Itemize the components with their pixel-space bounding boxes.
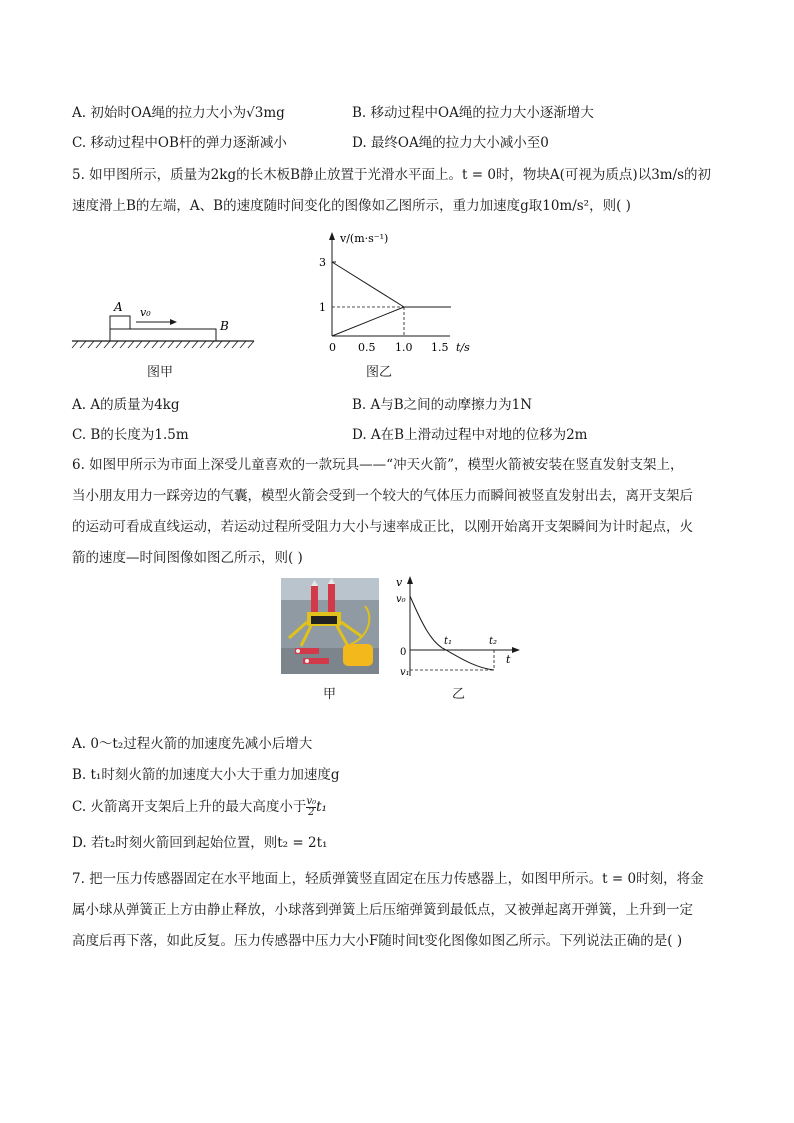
q6-option-c-fraction: [306, 797, 316, 818]
q6-option-a: A. 0～t₂过程火箭的加速度先减小后增大: [72, 736, 313, 752]
x-axis-arrow: [512, 647, 520, 653]
q6-option-d: D. 若t₂时刻火箭回到起始位置，则t₂ = 2t₁: [72, 835, 328, 851]
q6-figure-yi-caption: 乙: [452, 687, 466, 702]
v-t-curve: [410, 596, 494, 670]
x-tick-label-15: 1.5: [431, 341, 449, 354]
q6-stem-line3: 的运动可看成直线运动，若运动过程所受阻力大小与速率成正比，以刚开始离开支架瞬间为计时起点，火: [72, 519, 693, 535]
q5-stem-line2: 速度滑上B的左端，A、B的速度随时间变化的图像如乙图所示，重力加速度g取10m/s²，则( ): [72, 198, 631, 214]
x-label: t: [506, 653, 511, 666]
y-label: v/(m·s⁻¹): [340, 232, 389, 245]
ground-hatch: [72, 341, 254, 348]
q6-figure-yi: [388, 572, 523, 682]
q6-option-c-tail: t₁: [316, 799, 327, 815]
y-tick-label-1: 1: [319, 301, 326, 314]
line-a: [332, 262, 404, 307]
q5-option-c: C. B的长度为1.5m: [72, 427, 189, 443]
velocity-arrowhead: [170, 319, 177, 325]
q5-figure-yi: [310, 228, 500, 358]
line-b: [332, 307, 404, 336]
label-v0: v₀: [140, 306, 151, 319]
q4-option-a: A. 初始时OA绳的拉力大小为√3mg: [72, 105, 285, 121]
q6-figure-jia-caption: 甲: [323, 687, 337, 702]
q6-option-c-text: C. 火箭离开支架后上升的最大高度小于: [72, 799, 307, 815]
fraction-denominator: 2: [308, 807, 315, 818]
q5-option-d: D. A在B上滑动过程中对地的位移为2m: [352, 427, 588, 443]
q4-option-b: B. 移动过程中OA绳的拉力大小逐渐增大: [352, 105, 594, 121]
q5-figure-jia-caption: 图甲: [147, 365, 174, 380]
fraction-numerator: v₀: [306, 796, 317, 807]
q7-stem-line2: 属小球从弹簧正上方由静止释放，小球落到弹簧上后压缩弹簧到最低点，又被弹起离开弹簧，上升到一定: [72, 902, 693, 918]
y-axis-arrow: [407, 576, 413, 584]
toy-rocket-illustration: [281, 578, 379, 674]
v0-label: v₀: [396, 594, 406, 605]
x-tick-label-05: 0.5: [358, 341, 376, 354]
x-label: t/s: [456, 341, 470, 354]
board-b: [110, 329, 216, 341]
q6-option-b: B. t₁时刻火箭的加速度大小大于重力加速度g: [72, 767, 340, 783]
q6-stem-line1: 6. 如图甲所示为市面上深受儿童喜欢的一款玩具——“冲天火箭”，模型火箭被安装在竖直发射支架上，: [72, 457, 684, 473]
block-a: [110, 316, 130, 329]
t1-label: t₁: [444, 636, 453, 647]
v1-label: v₁: [400, 667, 410, 678]
toy-rocket-photo: [281, 578, 379, 674]
q6-stem-line4: 箭的速度—时间图像如图乙所示，则( ): [72, 550, 303, 566]
q5-option-a: A. A的质量为4kg: [72, 397, 180, 413]
q7-stem-line1: 7. 把一压力传感器固定在水平地面上，轻质弹簧竖直固定在压力传感器上，如图甲所示。t = 0时刻，将金: [72, 871, 704, 887]
origin-label: 0: [400, 647, 407, 658]
q4-option-c: C. 移动过程中OB杆的弹力逐渐减小: [72, 135, 287, 151]
q5-option-b: B. A与B之间的动摩擦力为1N: [352, 397, 533, 413]
q7-stem-line3: 高度后再下落，如此反复。压力传感器中压力大小F随时间t变化图像如图乙所示。下列说法正确的是( ): [72, 933, 683, 949]
q5-stem-line1: 5. 如甲图所示，质量为2kg的长木板B静止放置于光滑水平面上。t = 0时，物块A(可视为质点)以3m/s的初: [72, 167, 712, 183]
q5-figure-jia: [70, 296, 260, 356]
label-b: B: [220, 319, 229, 333]
q6-stem-line2: 当小朋友用力一踩旁边的气囊，模型火箭会受到一个较大的气体压力而瞬间被竖直发射出去，离开支架后: [72, 488, 693, 504]
x-tick-label-0: 0: [329, 341, 336, 354]
y-label: v: [396, 576, 403, 589]
y-tick-label-3: 3: [319, 256, 326, 269]
y-axis-arrow: [329, 232, 335, 240]
t2-label: t₂: [489, 636, 498, 647]
x-tick-label-10: 1.0: [395, 341, 413, 354]
q6-option-c: [72, 797, 327, 818]
q4-option-d: D. 最终OA绳的拉力大小减小至0: [352, 135, 549, 151]
q5-figure-yi-caption: 图乙: [366, 365, 393, 380]
label-a: A: [114, 300, 123, 314]
